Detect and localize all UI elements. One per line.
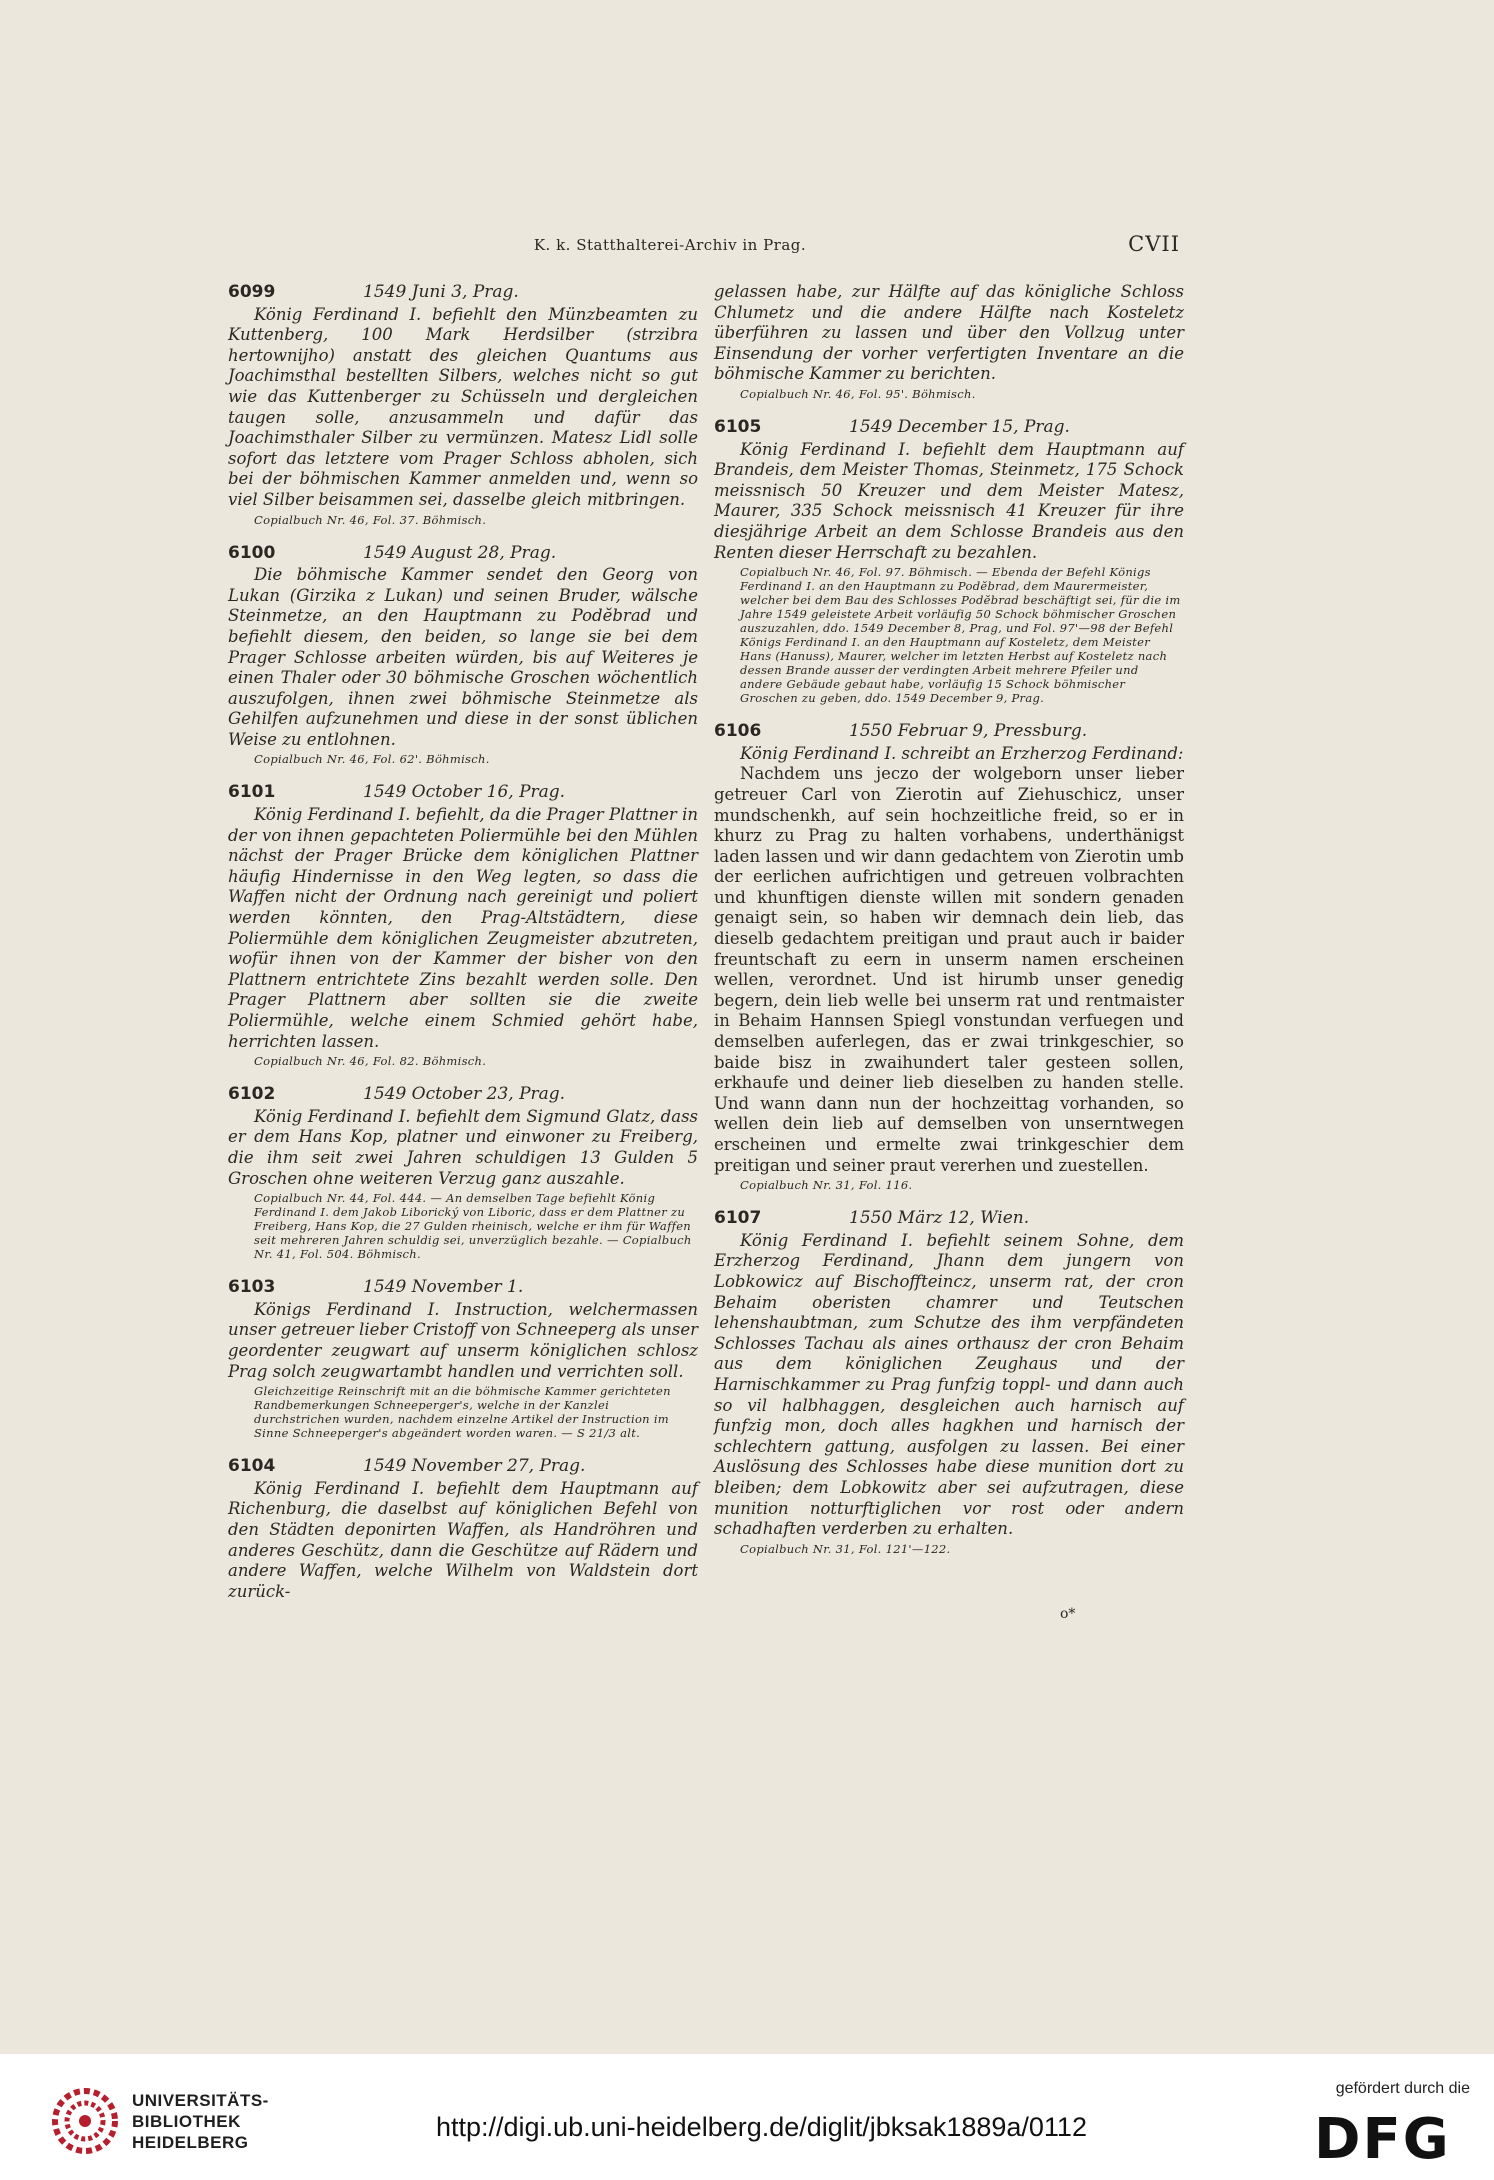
entry-body: König Ferdinand I. befiehlt dem Sigmund Glatz, dass er dem Hans Kop, platner und einwoner zu Freiberg, die ihm seit zwei Jahren schuldigen 13 Gulden 5 Groschen ohne weiteren Verzug ganz auszahle. [228, 1106, 698, 1188]
entry-number: 6101 [228, 782, 276, 803]
page-number: CVII [1128, 232, 1180, 256]
document-entry [714, 1208, 1184, 1556]
entry-intro: König Ferdinand I. schreibt an Erzherzog Ferdinand: [740, 743, 1184, 763]
entry-number: 6099 [228, 282, 276, 302]
entry-source: Copialbuch Nr. 31, Fol. 116. [740, 1178, 913, 1193]
library-name [132, 2090, 269, 2153]
entry-date: 1549 November 27, Prag. [363, 1456, 586, 1477]
entry-heading [714, 721, 1184, 742]
dfg-logo-text: DFG [1314, 2108, 1451, 2164]
document-entry [228, 282, 698, 527]
entry-body: König Ferdinand I. befiehlt den Münzbeamten zu Kuttenberg, 100 Mark Herdsilber (strzibra hertownijho) anstatt des gleichen Quantums aus Joachimsthal bestellten Silbers, welches nicht so gut wie das Kuttenberger zu Schüsseln und dergleichen taugen solle, anzusammeln und dafür das Joachimsthaler Silber zu vermünzen. Matesz Lidl solle sofort das letztere vom Prager Schloss abholen, sich bei der böhmischen Kammer anmelden und, wenn so viel Silber beisammen sei, dasselbe gleich mitbringen. [228, 304, 698, 509]
document-entry [228, 1277, 698, 1440]
document-entry [228, 782, 698, 1068]
entry-source: Copialbuch Nr. 46, Fol. 62'. Böhmisch. [254, 752, 490, 767]
permalink-url[interactable]: http://digi.ub.uni-heidelberg.de/diglit/jbksak1889a/0112 [436, 2112, 1087, 2142]
entry-date: 1549 Juni 3, Prag. [363, 282, 519, 302]
page-header [230, 232, 1180, 262]
entry-heading [228, 1277, 698, 1298]
entry-source: Copialbuch Nr. 31, Fol. 121'—122. [740, 1541, 951, 1556]
entry-source: Copialbuch Nr. 46, Fol. 37. Böhmisch. [254, 512, 487, 527]
entry-body: König Ferdinand I. befiehlt seinem Sohne, dem Erzherzog Ferdinand, Jhann dem jungern von Lobkowicz auf Bischoffteincz, unserm rat, der cron Behaim oberisten chamrer und Teutschen lehenshaubtman, zum Schutze des ihm verpfändeten Schlosses Tachau als aines orthausz der cron Behaim aus dem königlichen Zeughaus und der Harnischkammer zu Prag funfzig toppl- und dann auch so vil halbhaggen, desgleichen auch harnisch auf funfzig mon, doch alles hagkhen und harnisch der schlechtern gattung, ausfolgen zu lassen. Bei einer Auslösung des Schlosses habe diese munition dort zu bleiben; dem Lobkowitz aber sei aufzutragen, diese munition notturftiglichen vor rost oder andern schadhaften verderben zu erhalten. [714, 1230, 1184, 1539]
entry-body: König Ferdinand I. befiehlt, da die Prager Plattner in der von ihnen gepachteten Poliermühle bei den Mühlen nächst der Prager Brücke dem königlichen Plattner häufig Hindernisse in den Weg legten, so dass die Waffen nicht der Ordnung nach gereinigt und poliert werden könnten, den Prag-Altstädtern, diese Poliermühle dem königlichen Zeugmeister abzutreten, wofür ihnen von der Kammer der bisher von den Plattnern entrichtete Zins bezahlt werden solle. Den Prager Plattnern aber sollten sie die zweite Poliermühle, welche einem Schmied gehört habe, herrichten lassen. [228, 805, 698, 1051]
entry-number: 6106 [714, 721, 762, 742]
entry-body: Königs Ferdinand I. Instruction, welchermassen unser getreuer lieber Cristoff von Schneeperg als unser geordenter zeugwart auf unserm königlichen schlosz Prag solch zeugwartambt handlen und verrichten soll. [228, 1299, 698, 1381]
library-line: HEIDELBERG [132, 2133, 249, 2152]
entry-body: Nachdem uns jeczo der wolgeborn unser lieber getreuer Carl von Zierotin auf Ziehuschicz, unser mundschenkh, auf sein hochzeitliche freid, so er in khurz zu Prag zu halten vorhabens, underthänigst laden lassen und wir dann gedachtem von Zierotin umb der eerlichen aufrichtigen und getreuen volbrachten und khunftigen dienste willen mit sondern genaden genaigt sein, so haben wir demnach dein lieb, das dieselb gedachtem preitigan und praut auch ir baider freuntschaft zu eern in unserm namen erscheinen wellen, verordnet. Und ist hirumb unser genedig begern, dein lieb welle bei unserm rat und rentmaister in Behaim Hannsen Spiegl vonstundan verfuegen und demselben auferlegen, das er zwai trinkgeschier, so baide bisz in zwaihundert taler gesteen sollen, erkhaufe und deiner lieb dieselben zu handen stelle. Und wann dann nun der hochzeittag vorhanden, so wellen dein lieb auf demselben von unserntwegen erscheinen und ermelte zwai trinkgeschier dem preitigan und seiner praut vererhen und zuestellen. [714, 764, 1184, 1175]
entry-source: Copialbuch Nr. 46, Fol. 95'. Böhmisch. [740, 386, 976, 401]
entry-number: 6105 [714, 416, 762, 437]
dfg-logo-icon [1314, 2108, 1470, 2164]
entry-number: 6104 [228, 1456, 276, 1477]
entry-heading [228, 782, 698, 803]
entry-heading [714, 417, 1184, 438]
document-entry [714, 282, 1184, 401]
entry-date: 1549 December 15, Prag. [849, 416, 1070, 437]
entry-body: gelassen habe, zur Hälfte auf das königliche Schloss Chlumetz und die andere Hälfte nach Kosteletz überführen zu lassen und über den Vollzug unter Einsendung der vorher verfertigten Inventare an die böhmische Kammer zu berichten. [714, 282, 1184, 384]
entry-heading [228, 543, 698, 564]
entry-date: 1550 Februar 9, Pressburg. [849, 721, 1088, 742]
entry-body: Die böhmische Kammer sendet den Georg von Lukan (Girzika z Lukan) und seinen Bruder, wälsche Steinmetze, an den Hauptmann zu Podĕbrad und befiehlt diesem, den beiden, so lange sie bei dem Prager Schlosse arbeiten würden, bis auf Weiteres je einen Thaler oder 30 böhmische Groschen wöchentlich auszufolgen, ihnen zwei böhmische Steinmetze als Gehilfen aufzunehmen und diese in der sonst üblichen Weise zu entlohnen. [228, 565, 698, 749]
entry-date: 1550 März 12, Wien. [849, 1208, 1030, 1229]
library-line: UNIVERSITÄTS- [132, 2091, 269, 2110]
entry-date: 1549 November 1. [363, 1277, 524, 1298]
entry-date: 1549 October 16, Prag. [363, 782, 566, 803]
document-entry [228, 1456, 698, 1602]
entry-heading [714, 1208, 1184, 1229]
document-entry [714, 417, 1184, 705]
entry-source: Gleichzeitige Reinschrift mit an die böhmische Kammer gerichteten Randbemerkungen Schneeperger's, welche in der Kanzlei durchstrichen wurden, nachdem einzelne Artikel der Instruction im Sinne Schneeperger's abgeändert worden waren. — S 21/3 alt. [254, 1384, 671, 1441]
entry-heading [228, 1456, 698, 1477]
entry-number: 6102 [228, 1084, 276, 1105]
entry-body: König Ferdinand I. befiehlt dem Hauptmann auf Richenburg, die daselbst auf königlichen Befehl von den Städten deponirten Waffen, als Handröhren und anderes Geschütz, dann die Geschütze auf Rädern und andere Waffen, welche Wilhelm von Waldstein dort zurück- [228, 1478, 698, 1601]
university-seal-icon [50, 2086, 120, 2156]
running-head: K. k. Statthalterei-Archiv in Prag. [533, 236, 807, 254]
entry-number: 6103 [228, 1277, 276, 1298]
library-line: BIBLIOTHEK [132, 2112, 241, 2131]
entry-number: 6107 [714, 1208, 762, 1229]
entry-date: 1549 August 28, Prag. [363, 542, 557, 563]
footer-bar [0, 2054, 1494, 2180]
entry-source: Copialbuch Nr. 46, Fol. 97. Böhmisch. — Ebenda der Befehl Königs Ferdinand I. an den Hauptmann zu Podĕbrad, dem Maurermeister, welcher bei dem Bau des Schlosses Podĕbrad beschäftigt sei, für die im Jahre 1549 geleistete Arbeit vorläufig 50 Schock böhmischer Groschen auszuzahlen, ddo. 1549 December 8, Prag, und Fol. 97'—98 der Befehl Königs Ferdinand I. an den Hauptmann auf Kosteletz, dem Meister Hans (Hanuss), Maurer, welcher im letzten Herbst auf Kosteletz nach dessen Brande ausser der verdingten Arbeit mehrere Pfeiler und andere Gebäude gebaut habe, vorläufig 15 Schock böhmischer Groschen zu geben, ddo. 1549 December 9, Prag. [740, 565, 1181, 706]
document-entry [228, 543, 698, 767]
document-entry [228, 1084, 698, 1261]
entry-number: 6100 [228, 542, 276, 563]
entry-source: Copialbuch Nr. 46, Fol. 82. Böhmisch. [254, 1054, 487, 1069]
entry-date: 1549 October 23, Prag. [363, 1084, 566, 1105]
entry-heading [228, 1084, 698, 1105]
document-entry [714, 721, 1184, 1192]
entry-body: König Ferdinand I. befiehlt dem Hauptmann auf Brandeis, dem Meister Thomas, Steinmetz, 175 Schock meissnisch 50 Kreuzer und dem Meister Matesz, Maurer, 335 Schock meissnisch 41 Kreuzer für ihre diesjährige Arbeit an dem Schlosse Brandeis aus den Renten dieser Herrschaft zu bezahlen. [714, 439, 1184, 562]
right-column [714, 282, 1184, 1572]
left-column [228, 282, 698, 1618]
entry-source: Copialbuch Nr. 44, Fol. 444. — An demselben Tage befiehlt König Ferdinand I. dem Jakob Liborický von Liboric, dass er dem Plattner zu Freiberg, Hans Kop, die 27 Gulden rheinisch, welche er ihm für Waffen seit mehreren Jahren schuldig sei, unverzüglich bezahle. — Copialbuch Nr. 41, Fol. 504. Böhmisch. [254, 1191, 692, 1262]
signature-mark: o* [1060, 1606, 1076, 1622]
funding-label: gefördert durch die [1335, 2080, 1470, 2097]
entry-heading [228, 282, 698, 303]
